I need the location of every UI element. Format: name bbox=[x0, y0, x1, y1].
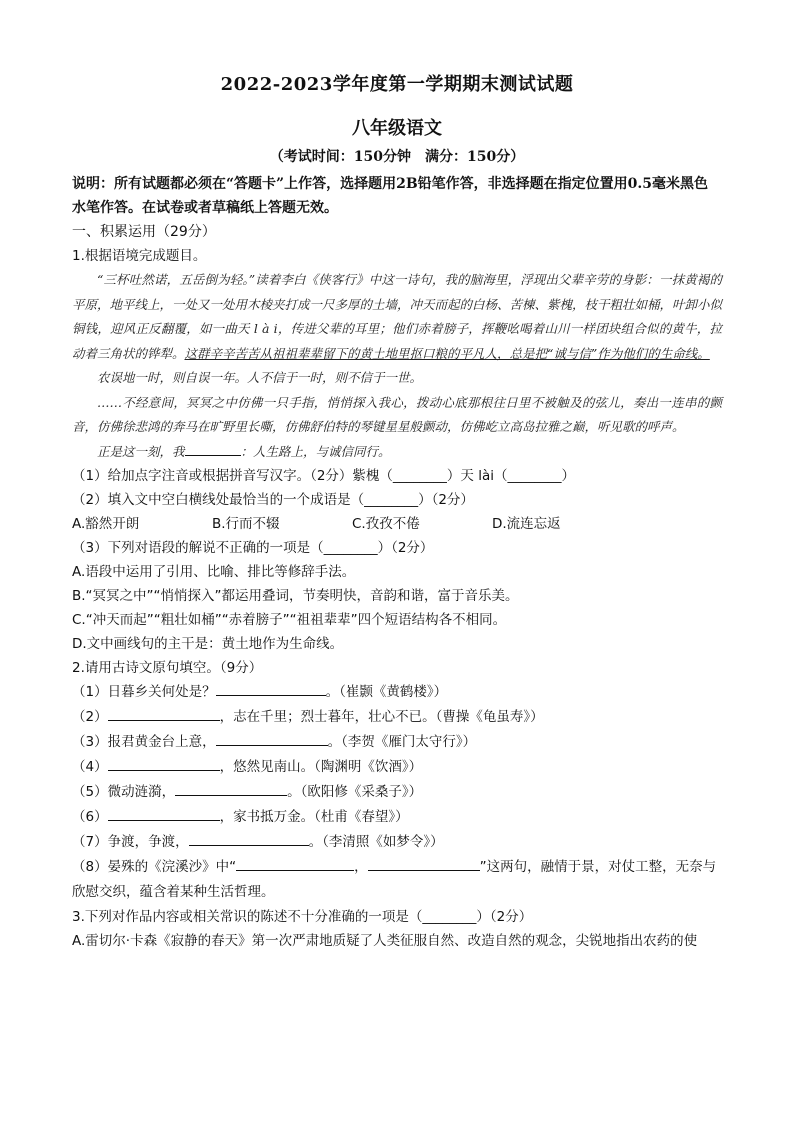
section-heading-1: 一、积累运用（29分） bbox=[72, 224, 216, 240]
fill-item-4-pre: （4） bbox=[72, 759, 108, 775]
passage-paragraph-3: ……不经意间，冥冥之中仿佛一只手指，悄悄探入我心，拨动心底那根往日里不被触及的弦儿，奏出一连串的颤音，仿佛徐悲鸿的奔马在旷野里长嘶，仿佛舒伯特的琴键星星般颤动，仿佛屹立高岛拉雅之巅，听见歌的呼声。 bbox=[72, 394, 722, 434]
fill-item-6 bbox=[72, 805, 722, 830]
fill-item-7 bbox=[72, 830, 722, 855]
fill-item-4-post: ，悠然见南山。（陶渊明《饮酒》） bbox=[219, 759, 423, 775]
fill-item-8-mid: ， bbox=[354, 859, 368, 875]
option-b[interactable]: B.“冥冥之中”“悄悄探入”都运用叠词，节奏明快，音韵和谐，富于音乐美。 bbox=[72, 588, 519, 604]
fill-item-1 bbox=[72, 680, 722, 705]
question-1-sub-2: （2）填入文中空白横线处最恰当的一个成语是（________）（2分） bbox=[72, 492, 474, 508]
fill-item-1-pre: （1）日暮乡关何处是？ bbox=[72, 684, 216, 700]
exam-info: （考试时间：150分钟 满分：150分） bbox=[269, 149, 525, 165]
fill-item-2-pre: （2） bbox=[72, 709, 108, 725]
passage-paragraph-1-text: “三杯吐然诺，五岳倒为轻。”读着李白《侠客行》中这一诗句，我的脑海里，浮现出父辈辛劳的身影：一抹黄褐的平原，地平线上，一处又一处用木棱夹打成一尺多厚的土墙，冲天而起的白杨、苦楝、紫槐，枝干粗壮如桶，叶卸小似铜钱，迎风正反翻覆，如一曲天 l à i，传进父辈的耳里；他们赤着膀子，挥鞭吆喝着山川一样团块组合似的黄牛，拉动着三角状的铧犁。 bbox=[72, 272, 723, 361]
fill-item-3-post: 。（李贺《雁门太守行》） bbox=[327, 734, 477, 750]
answer-blank[interactable] bbox=[108, 756, 220, 771]
exam-notice: 说明：所有试题都必须在“答题卡”上作答，选择题用2B铅笔作答，非选择题在指定位置用0.5毫米黑色水笔作答。在试卷或者草稿纸上答题无效。 bbox=[72, 176, 709, 216]
fill-item-7-post: 。（李清照《如梦令》） bbox=[308, 834, 444, 850]
option-b[interactable]: B.行而不辍 bbox=[212, 516, 280, 532]
question-1-sub-3: （3）下列对语段的解说不正确的一项是（________）（2分） bbox=[72, 540, 434, 556]
fill-item-3 bbox=[72, 730, 722, 755]
option-a[interactable]: A.语段中运用了引用、比喻、排比等修辞手法。 bbox=[72, 564, 356, 580]
option-d[interactable]: D.文中画线句的主干是：黄土地作为生命线。 bbox=[72, 636, 344, 652]
fill-item-3-pre: （3）报君黄金台上意， bbox=[72, 734, 216, 750]
fill-item-5-pre: （5）微动涟漪， bbox=[72, 784, 176, 800]
question-2-stem: 2.请用古诗文原句填空。（9分） bbox=[72, 660, 263, 676]
fill-item-8-post: ”这两句，融情于景，对仗工整，无奈与欣慰交织，蕴含着某种生活哲理。 bbox=[72, 859, 717, 900]
question-3-stem: 3.下列对作品内容或相关常识的陈述不十分准确的一项是（________）（2分） bbox=[72, 909, 533, 925]
fill-item-8-pre: （8）晏殊的《浣溪沙》中“ bbox=[72, 859, 237, 875]
exam-title: 2022-2023学年度第一学期期末测试试题 bbox=[220, 74, 574, 95]
answer-blank[interactable] bbox=[189, 831, 309, 846]
answer-blank[interactable] bbox=[108, 806, 220, 821]
fill-item-2-post: ，志在千里；烈士暮年，壮心不已。（曹操《龟虽寿》） bbox=[219, 709, 544, 725]
option-c[interactable]: C.“冲天而起”“粗壮如桶”“赤着膀子”“祖祖辈辈”四个短语结构各不相同。 bbox=[72, 612, 507, 628]
answer-blank[interactable] bbox=[216, 681, 326, 696]
fill-item-2 bbox=[72, 705, 722, 730]
passage-paragraph-4 bbox=[72, 440, 722, 465]
fill-item-1-post: 。（崔颢《黄鹤楼》） bbox=[325, 684, 448, 700]
underlined-sentence: 这群辛辛苦苦从祖祖辈辈留下的黄土地里抠口粮的平凡人，总是把“诚与信”作为他们的生命线。 bbox=[184, 345, 710, 361]
question-1-stem: 1.根据语境完成题目。 bbox=[72, 248, 207, 264]
passage-paragraph-2: 农误地一时，则自误一年。人不信于一时，则不信于一世。 bbox=[97, 370, 423, 385]
option-a[interactable]: A.雷切尔·卡森《寂静的春天》第一次严肃地质疑了人类征服自然、改造自然的观念，尖锐地指出农药的使 bbox=[72, 933, 698, 949]
idiom-blank[interactable] bbox=[185, 441, 241, 456]
fill-item-5 bbox=[72, 780, 722, 805]
fill-item-6-pre: （6） bbox=[72, 809, 108, 825]
option-a[interactable]: A.豁然开朗 bbox=[72, 516, 140, 532]
answer-blank[interactable] bbox=[216, 731, 328, 746]
fill-item-8 bbox=[72, 855, 722, 905]
answer-blank[interactable] bbox=[368, 856, 480, 871]
question-1-sub-1: （1）给加点字注音或根据拼音写汉字。（2分）紫槐（________）天 lài（________） bbox=[72, 468, 575, 484]
answer-blank[interactable] bbox=[108, 706, 220, 721]
fill-item-4 bbox=[72, 755, 722, 780]
fill-item-6-post: ，家书抵万金。（杜甫《春望》） bbox=[219, 809, 409, 825]
passage-paragraph-1 bbox=[72, 268, 722, 366]
option-d[interactable]: D.流连忘返 bbox=[492, 516, 561, 532]
passage-paragraph-4-before: 正是这一刻，我 bbox=[97, 443, 185, 459]
fill-item-5-post: 。（欧阳修《采桑子》） bbox=[287, 784, 423, 800]
fill-item-7-pre: （7）争渡，争渡， bbox=[72, 834, 189, 850]
question-1-sub-2-options bbox=[72, 512, 722, 536]
passage-paragraph-4-after: ：人生路上，与诚信同行。 bbox=[240, 443, 391, 459]
exam-subtitle: 八年级语文 bbox=[352, 118, 442, 139]
answer-blank[interactable] bbox=[236, 856, 354, 871]
option-c[interactable]: C.孜孜不倦 bbox=[352, 516, 420, 532]
answer-blank[interactable] bbox=[175, 781, 287, 796]
